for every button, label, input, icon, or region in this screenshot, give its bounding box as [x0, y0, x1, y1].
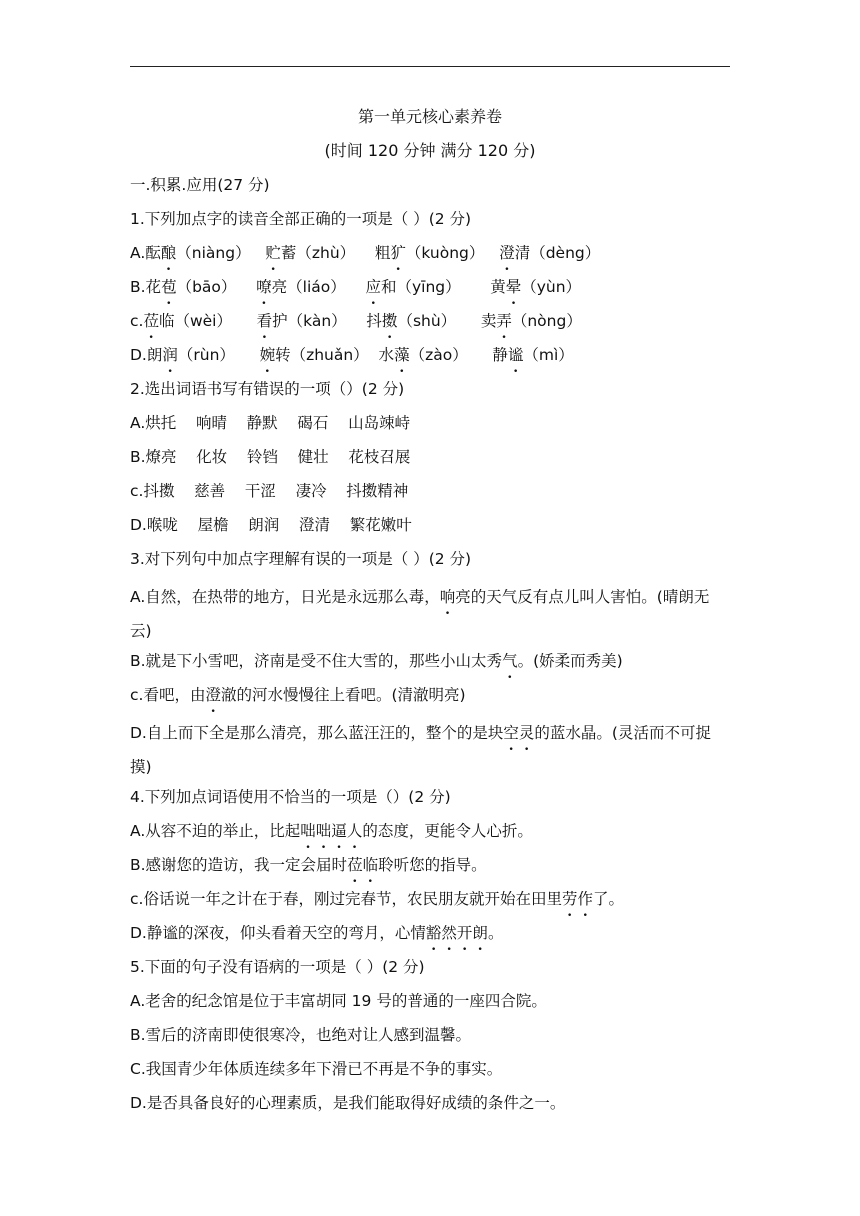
q3-stem: 3.对下列句中加点字理解有误的一项是（ ）(2 分) — [130, 550, 472, 568]
q3-option-a: A.自然，在热带的地方，日光是永远那么毒，响亮的天气反有点儿叫人害怕。(晴朗无云) — [130, 588, 710, 640]
section-heading: 一.积累.应用(27 分) — [130, 176, 270, 194]
question-content — [130, 172, 730, 1124]
page-subtitle: (时间 120 分钟 满分 120 分) — [324, 141, 536, 160]
q2-option-a: A.烘托 响晴 静默 碣石 山岛竦峙 — [130, 414, 411, 432]
q4-option-d: D.静谧的深夜，仰头看着天空的弯月，心情豁然开朗。 — [130, 924, 504, 942]
page-title: 第一单元核心素养卷 — [357, 107, 502, 126]
q2-stem: 2.选出词语书写有错误的一项（）(2 分) — [130, 380, 405, 398]
q4-option-c: c.俗话说一年之计在于春，刚过完春节，农民朋友就开始在田里劳作了。 — [130, 890, 624, 908]
q3-option-c: c.看吧，由澄澈的河水慢慢往上看吧。(清澈明亮) — [130, 686, 466, 704]
q5-stem: 5.下面的句子没有语病的一项是（ ）(2 分) — [130, 958, 425, 976]
q1-option-a: A.酝酿（niàng） 贮蓄（zhù） 粗犷（kuòng） 澄清（dèng） — [130, 244, 601, 262]
header-rule — [130, 66, 730, 67]
q5-option-d: D.是否具备良好的心理素质，是我们能取得好成绩的条件之一。 — [130, 1094, 566, 1112]
q1-option-c: c.莅临（wèi） 看护（kàn） 抖擞（shù） 卖弄（nòng） — [130, 312, 582, 330]
q2-option-c: c.抖擞 慈善 干涩 凄冷 抖擞精神 — [130, 482, 409, 500]
q2-option-b: B.燎亮 化妆 铃铛 健壮 花枝召展 — [130, 448, 411, 466]
q2-option-d: D.喉咙 屋檐 朗润 澄清 繁花嫩叶 — [130, 516, 412, 534]
q5-option-b: B.雪后的济南即使很寒冷，也绝对让人感到温馨。 — [130, 1026, 472, 1044]
q4-option-a: A.从容不迫的举止，比起咄咄逼人的态度，更能令人心折。 — [130, 822, 533, 840]
q5-option-a: A.老舍的纪念馆是位于丰富胡同 19 号的普通的一座四合院。 — [130, 992, 547, 1010]
q4-option-b: B.感谢您的造访，我一定会届时莅临聆听您的指导。 — [130, 856, 487, 874]
q1-option-b: B.花苞（bāo） 嘹亮（liáo） 应和（yīng） 黄晕（yùn） — [130, 278, 582, 296]
q3-option-b: B.就是下小雪吧，济南是受不住大雪的，那些小山太秀气。(娇柔而秀美) — [130, 652, 623, 670]
q5-option-c: C.我国青少年体质连续多年下滑已不再是不争的事实。 — [130, 1060, 503, 1078]
q4-stem: 4.下列加点词语使用不恰当的一项是（）(2 分) — [130, 788, 451, 806]
q3-option-d: D.自上而下全是那么清亮，那么蓝汪汪的，整个的是块空灵的蓝水晶。(灵活而不可捉摸) — [130, 724, 711, 776]
q1-stem: 1.下列加点字的读音全部正确的一项是（ ）(2 分) — [130, 210, 472, 228]
q1-option-d: D.朗润（rùn） 婉转（zhuǎn） 水藻（zào） 静谧（mì） — [130, 346, 574, 364]
